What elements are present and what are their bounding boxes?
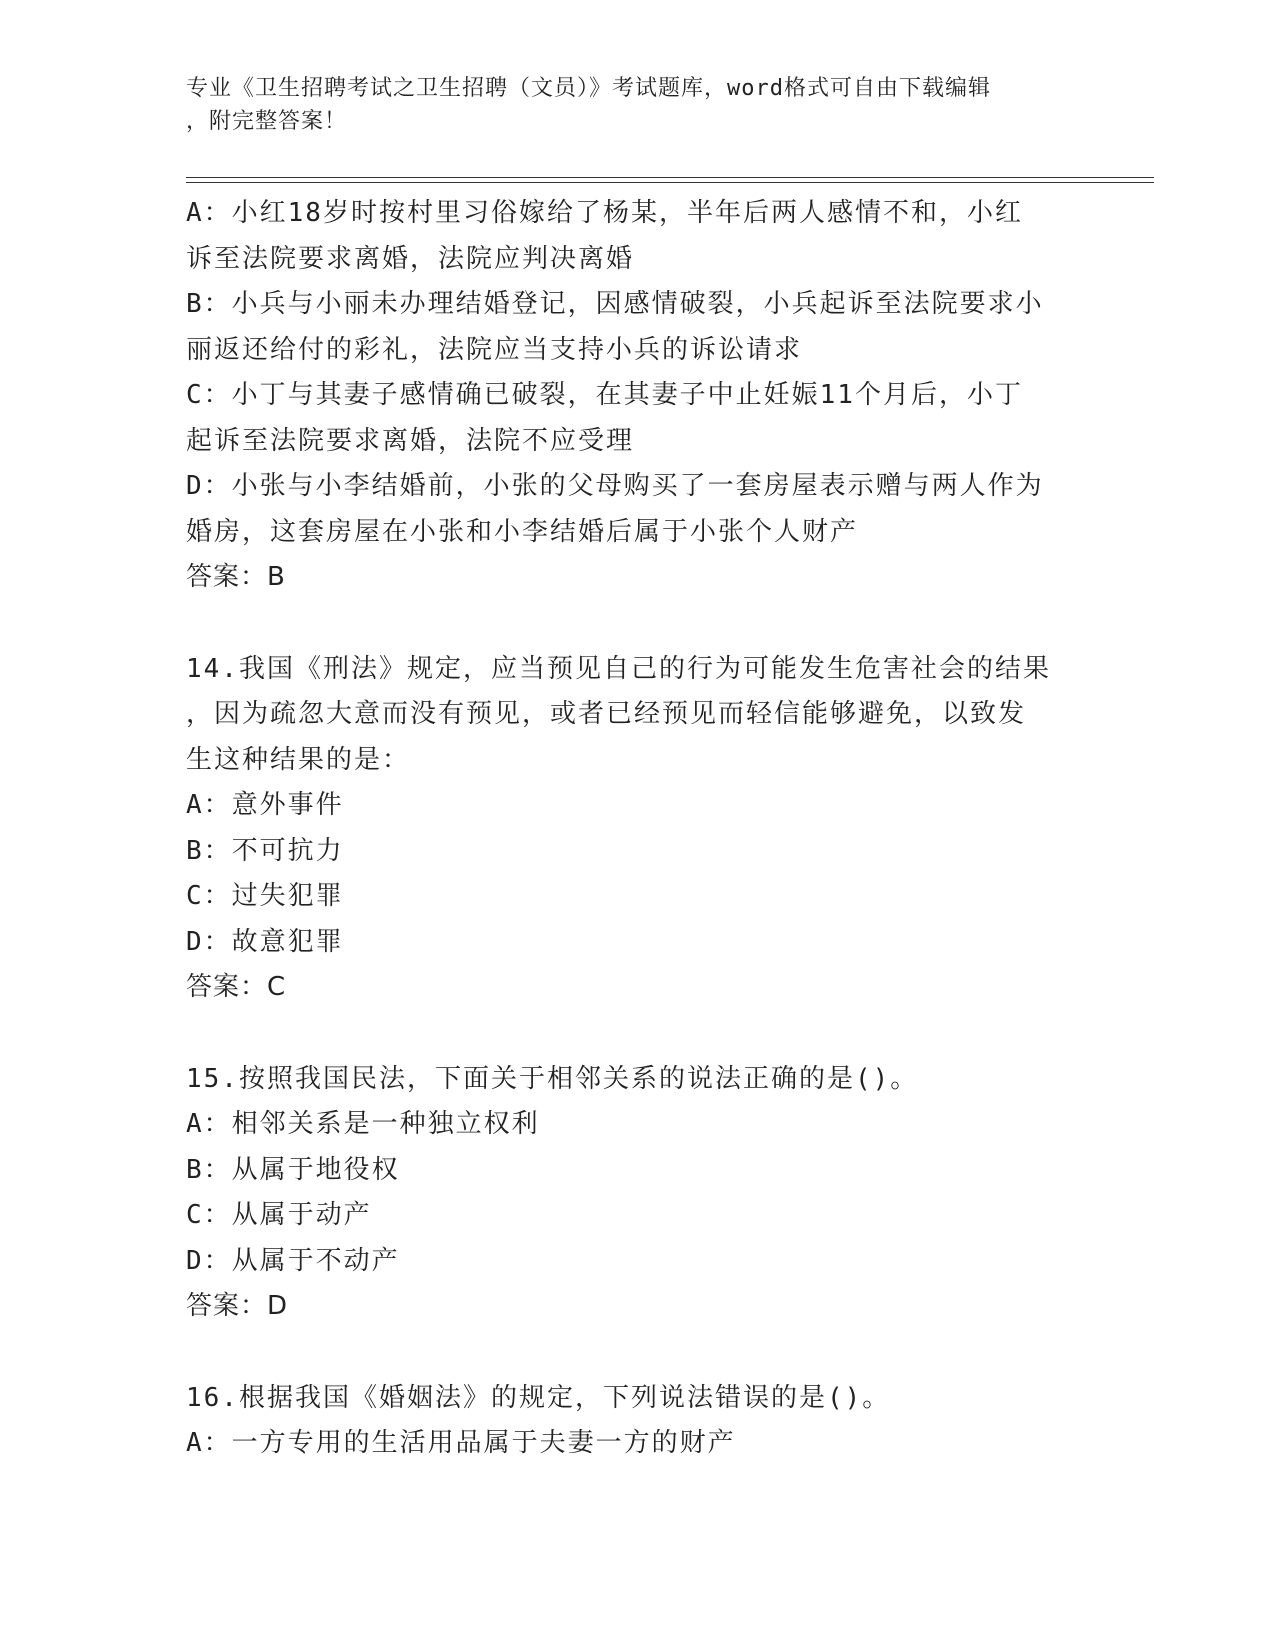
question-text: 14.我国《刑法》规定，应当预见自己的行为可能发生危害社会的结果 <box>186 653 1051 684</box>
option-line: 婚房，这套房屋在小张和小李结婚后属于小张个人财产 <box>186 516 859 547</box>
option-a: A：意外事件 <box>186 790 344 820</box>
header-divider-bottom <box>186 182 1154 183</box>
answer-14: 答案：C <box>186 972 287 1002</box>
option-a: A：相邻关系是一种独立权利 <box>186 1109 540 1139</box>
option-b: B：从属于地役权 <box>186 1154 400 1185</box>
option-line: 起诉至法院要求离婚，法院不应受理 <box>186 425 635 456</box>
answer-15: 答案：D <box>186 1291 289 1321</box>
question-14 <box>186 647 1086 1011</box>
question-13-options <box>186 191 1086 601</box>
option-line: C：小丁与其妻子感情确已破裂，在其妻子中止妊娠11个月后，小丁 <box>186 380 1023 410</box>
spacer <box>186 601 1086 647</box>
option-a: A：一方专用的生活用品属于夫妻一方的财产 <box>186 1428 736 1458</box>
spacer <box>186 1011 1086 1057</box>
option-line: 诉至法院要求离婚，法院应判决离婚 <box>186 243 635 274</box>
option-c: C：过失犯罪 <box>186 881 344 911</box>
option-line: A：小红18岁时按村里习俗嫁给了杨某，半年后两人感情不和，小红 <box>186 198 1023 228</box>
header-divider-top <box>186 177 1154 178</box>
question-text: 15.按照我国民法，下面关于相邻关系的说法正确的是()。 <box>186 1063 919 1094</box>
document-header <box>186 72 1086 138</box>
header-line-1: 专业《卫生招聘考试之卫生招聘（文员）》考试题库，word格式可自由下载编辑 <box>186 76 991 101</box>
option-line: 丽返还给付的彩礼，法院应当支持小兵的诉讼请求 <box>186 334 803 365</box>
question-16 <box>186 1376 1086 1467</box>
option-d: D：从属于不动产 <box>186 1245 400 1276</box>
question-15 <box>186 1057 1086 1330</box>
answer-13: 答案：B <box>186 562 286 592</box>
question-text: 生这种结果的是： <box>186 744 411 775</box>
option-line: D：小张与小李结婚前，小张的父母购买了一套房屋表示赠与两人作为 <box>186 471 1044 501</box>
option-c: C：从属于动产 <box>186 1200 372 1230</box>
question-text: ，因为疏忽大意而没有预见，或者已经预见而轻信能够避免，以致发 <box>186 699 1027 729</box>
option-b: B：不可抗力 <box>186 835 344 866</box>
question-text: 16.根据我国《婚姻法》的规定，下列说法错误的是()。 <box>186 1382 891 1413</box>
option-d: D：故意犯罪 <box>186 926 344 957</box>
option-line: B：小兵与小丽未办理结婚登记，因感情破裂，小兵起诉至法院要求小 <box>186 289 1044 319</box>
header-line-2: ，附完整答案！ <box>186 109 348 134</box>
document-body <box>186 191 1086 1467</box>
spacer <box>186 1330 1086 1376</box>
